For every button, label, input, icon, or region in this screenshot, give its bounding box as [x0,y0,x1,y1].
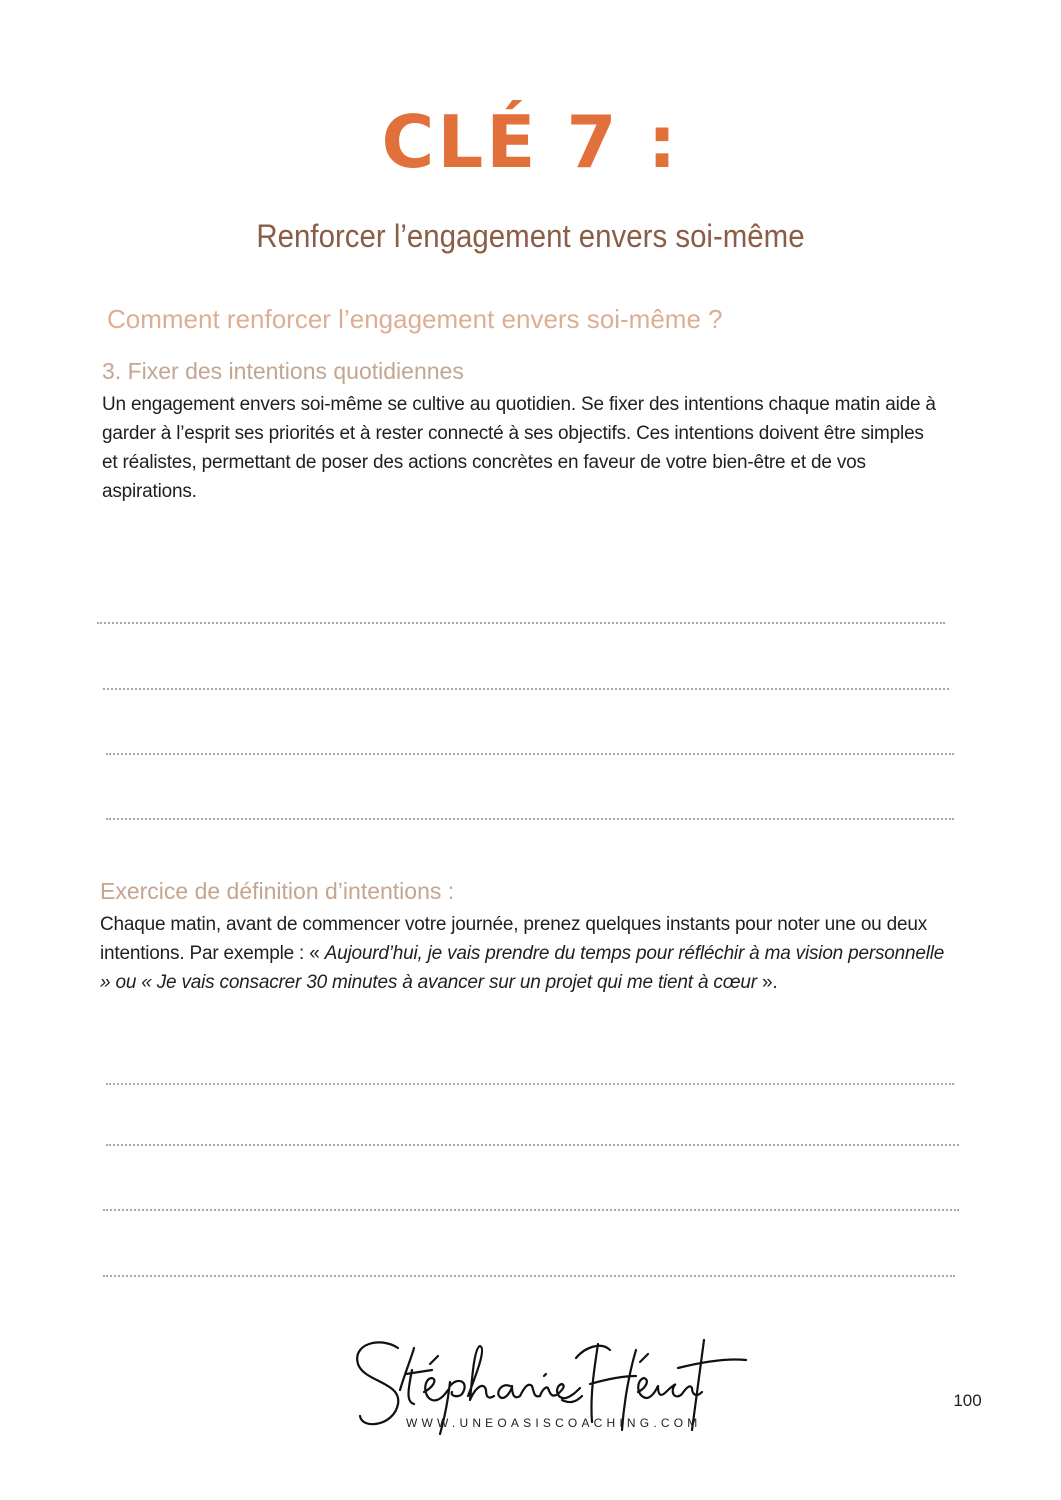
paragraph-line: Un engagement envers soi-même se cultive au quotidien. Se fixer des intentions chaque matin aide à [102,394,936,415]
exercise-title: Exercice de définition d’intentions : [100,878,455,904]
writing-line[interactable] [106,753,954,755]
writing-line[interactable] [106,1144,959,1146]
writing-line[interactable] [106,1083,954,1085]
writing-line[interactable] [106,818,954,820]
key-title: CLÉ 7 : [381,100,680,184]
writing-line[interactable] [103,688,949,690]
exercise-text: intentions. Par exemple : « [100,943,325,964]
exercise-text: ». [756,972,778,993]
exercise-example: » ou « Je vais consacrer 30 minutes à avancer sur un projet qui me tient à cœur [100,972,757,993]
exercise-example: Aujourd’hui, je vais prendre du temps pour réfléchir à ma vision personnelle [324,943,945,964]
paragraph-line: et réalistes, permettant de poser des actions concrètes en faveur de votre bien-être et de vos [102,452,866,473]
paragraph-line: aspirations. [102,481,197,502]
website-url: WWW.UNEOASISCOACHING.COM [406,1416,702,1430]
exercise-line [100,968,944,997]
writing-line[interactable] [97,622,945,624]
page-number: 100 [953,1391,982,1410]
writing-line[interactable] [103,1209,959,1211]
page-subtitle: Renforcer l’engagement envers soi-même [256,218,805,254]
exercise-paragraph [100,910,944,997]
point-title: 3. Fixer des intentions quotidiennes [102,358,464,384]
exercise-line [100,939,944,968]
exercise-line: Chaque matin, avant de commencer votre journée, prenez quelques instants pour noter une ou deux [100,914,928,935]
paragraph-line: garder à l’esprit ses priorités et à rester connecté à ses objectifs. Ces intentions doivent être simples [102,423,924,444]
writing-line[interactable] [103,1275,955,1277]
point-paragraph [102,390,936,506]
section-question: Comment renforcer l’engagement envers soi-même ? [107,304,723,334]
